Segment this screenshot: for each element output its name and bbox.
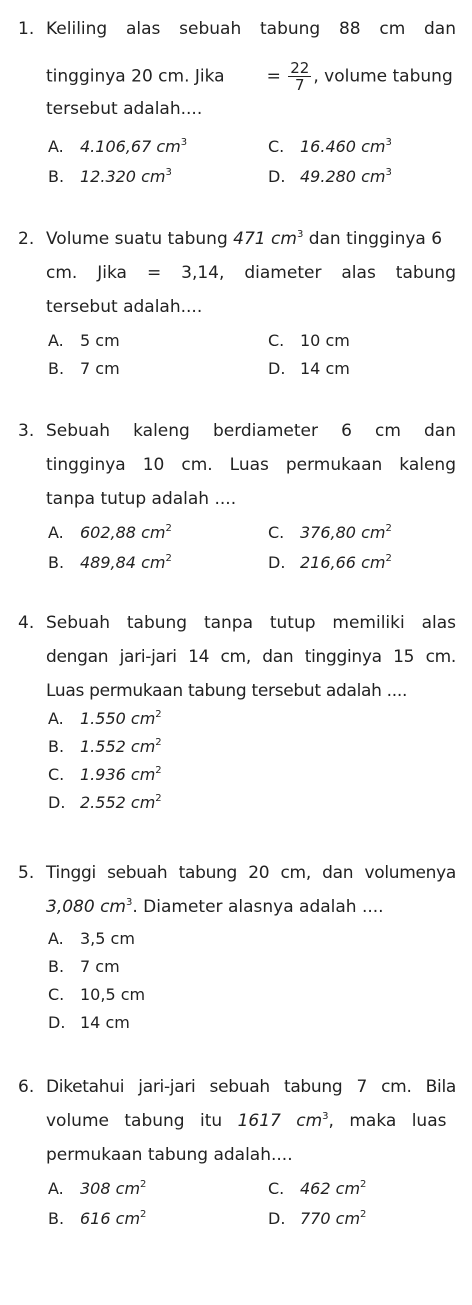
question-text-line: tingginya 10 cm. Luas permukaan kaleng <box>46 455 456 475</box>
option-c[interactable]: C. 10 cm <box>268 331 350 350</box>
option-b[interactable]: B. 7 cm <box>48 957 120 976</box>
question-number: 6. <box>18 1077 35 1097</box>
option-d[interactable]: D. 14 cm <box>268 359 350 378</box>
option-b[interactable]: B. 489,84 $cm^2$ <box>48 553 172 572</box>
question-text-line: tersebut adalah.... <box>46 297 203 317</box>
question-text-line: Keliling alas sebuah tabung 88 cm dan <box>46 19 456 39</box>
option-a[interactable]: A. 4.106,67 $cm^3$ <box>48 137 188 156</box>
question-number: 1. <box>18 19 35 39</box>
question-text-line: Sebuah kaleng berdiameter 6 cm dan <box>46 421 456 441</box>
question-text-line: 3,080 $cm^3$. Diameter alasnya adalah .... <box>46 897 384 917</box>
question-number: 5. <box>18 863 35 883</box>
option-a[interactable]: A. 3,5 cm <box>48 929 135 948</box>
option-a[interactable]: A. 602,88 $cm^2$ <box>48 523 172 542</box>
option-b[interactable]: B. 7 cm <box>48 359 120 378</box>
question-text-line: volume tabung itu 1617 $cm^3$, maka luas <box>46 1111 447 1131</box>
option-a[interactable]: A. 308 $cm^2$ <box>48 1179 147 1198</box>
question-text-line: tingginya 20 cm. Jika = $\frac{22}{7}$ , volume tabung <box>46 59 453 94</box>
question-text-line: dengan jari-jari 14 cm, dan tingginya 15 cm. <box>46 647 456 667</box>
question-text-line: cm. Jika = 3,14, diameter alas tabung <box>46 263 456 283</box>
option-b[interactable]: B. 616 $cm^2$ <box>48 1209 147 1228</box>
option-c[interactable]: C. 376,80 $cm^2$ <box>268 523 392 542</box>
option-d[interactable]: D. 2.552 $cm^2$ <box>48 793 162 812</box>
question-text-line: Tinggi sebuah tabung 20 cm, dan volumenya <box>46 863 456 883</box>
question-number: 3. <box>18 421 35 441</box>
option-c[interactable]: C. 462 $cm^2$ <box>268 1179 367 1198</box>
option-a[interactable]: A. 1.550 $cm^2$ <box>48 709 162 728</box>
option-b[interactable]: B. 12.320 $cm^3$ <box>48 167 172 186</box>
option-d[interactable]: D. 216,66 $cm^2$ <box>268 553 392 572</box>
option-c[interactable]: C. 1.936 $cm^2$ <box>48 765 162 784</box>
question-number: 4. <box>18 613 35 633</box>
question-text-line: permukaan tabung adalah.... <box>46 1145 293 1165</box>
option-d[interactable]: D. 14 cm <box>48 1013 130 1032</box>
option-c[interactable]: C. 10,5 cm <box>48 985 146 1004</box>
option-d[interactable]: D. 770 $cm^2$ <box>268 1209 367 1228</box>
option-d[interactable]: D. 49.280 $cm^3$ <box>268 167 392 186</box>
question-text-line: Sebuah tabung tanpa tutup memiliki alas <box>46 613 456 633</box>
question-text-line: Volume suatu tabung 471 $cm^3$ dan tingginya 6 <box>46 229 443 249</box>
question-text-line: tanpa tutup adalah .... <box>46 489 237 509</box>
option-a[interactable]: A. 5 cm <box>48 331 120 350</box>
option-c[interactable]: C. 16.460 $cm^3$ <box>268 137 392 156</box>
fraction: $\frac{22}{7}$ <box>290 59 310 94</box>
question-text-line: Luas permukaan tabung tersebut adalah .... <box>46 681 408 701</box>
option-b[interactable]: B. 1.552 $cm^2$ <box>48 737 162 756</box>
question-text-line: Diketahui jari-jari sebuah tabung 7 cm. Bila <box>46 1077 456 1097</box>
question-number: 2. <box>18 229 35 249</box>
question-text-line: tersebut adalah.... <box>46 99 203 119</box>
